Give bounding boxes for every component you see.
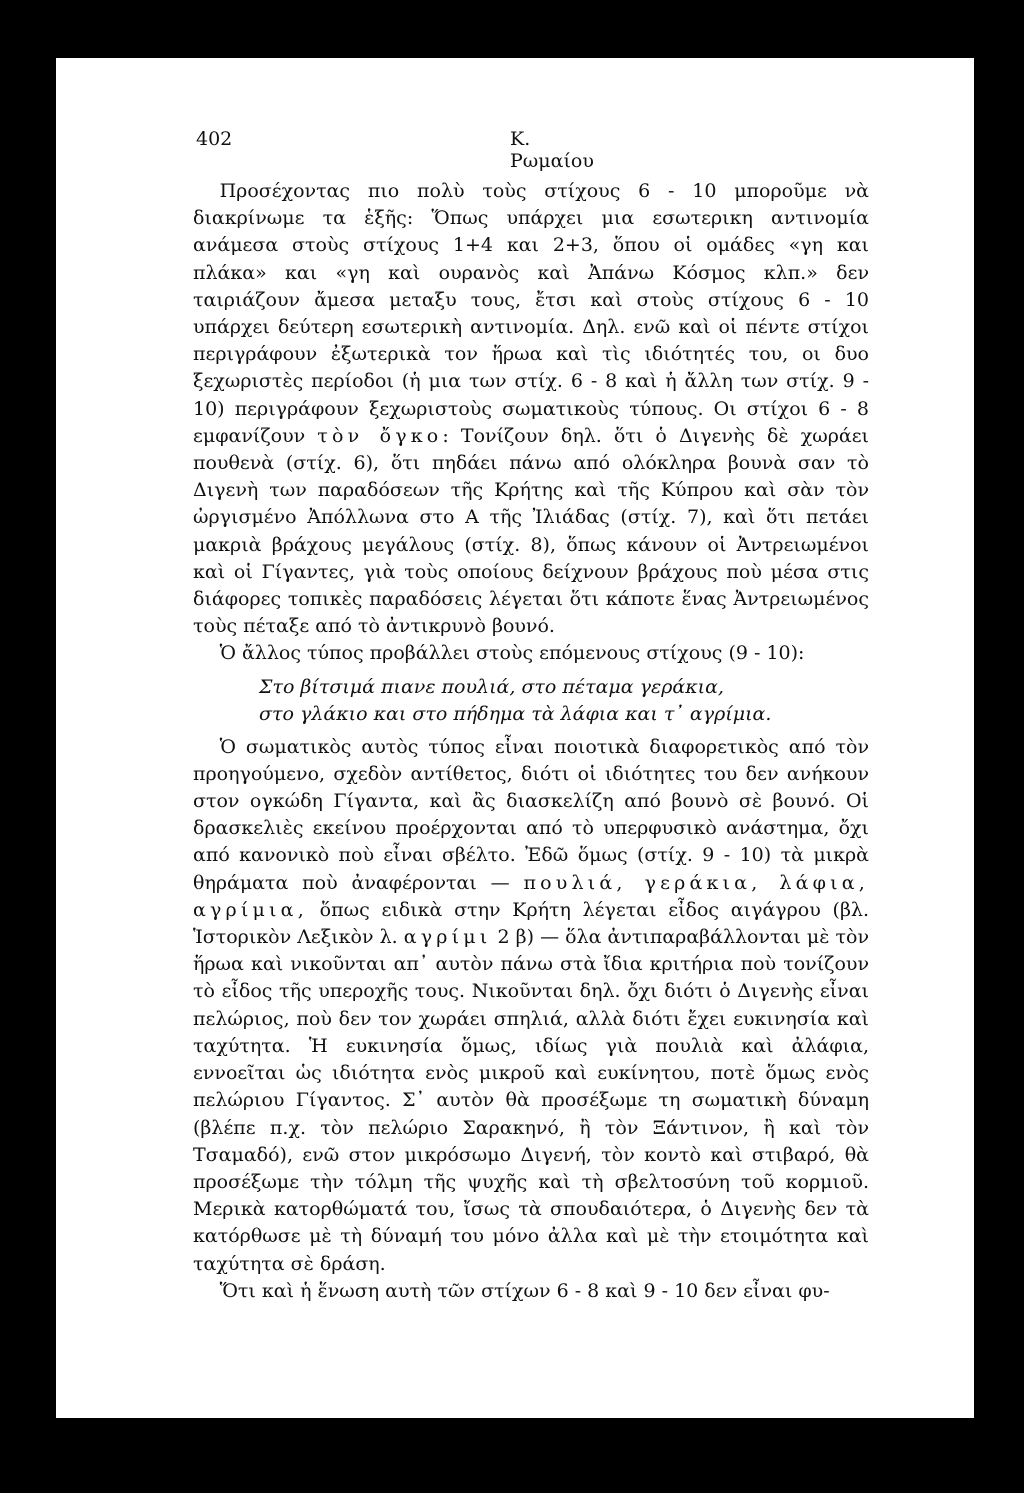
spaced-term-list: πουλιά, γεράκια, λάφια, αγρίμια, xyxy=(193,871,869,921)
spaced-term-onkos: τὸν ὄγκο xyxy=(317,424,443,447)
running-head: K. Ρωμαίου xyxy=(510,128,594,172)
page-number: 402 xyxy=(196,128,233,150)
paragraph-3-text-a: Ὁ σωματικὸς αυτὸς τύπος εἶναι ποιοτικὰ διαφορετικὸς από τὸν προηγούμενο, σχεδὸν αντίθετος, διότι οἱ ιδιότητες του δεν ανήκουν στον ογκώδη Γίγαντα, καὶ ἂς διασκελίζη από βουνὸ σὲ βουνό. Οἱ δρασκελιὲς εκείνου προέρχονται από τὸ υπερφυσικὸ ανάστημα, ὄχι από κανονικὸ ποὺ εἶναι σβέλτο. Ἐδῶ ὅμως (στίχ. 9 - 10) τὰ μικρὰ θηράματα ποὺ ἀναφέρονται — xyxy=(193,735,869,894)
paragraph-1 xyxy=(193,178,869,640)
verse-quote xyxy=(193,674,869,728)
paragraph-4-text: Ὅτι καὶ ἡ ἕνωση αυτὴ τῶν στίχων 6 - 8 καὶ 9 - 10 δεν εἶναι φυ- xyxy=(219,1279,830,1302)
paragraph-3 xyxy=(193,734,869,1278)
paragraph-4 xyxy=(193,1278,869,1305)
verse-line-2: στο γλάκιο και στο πήδημα τὰ λάφια και τ᾽ αγρίμια. xyxy=(259,702,772,725)
paragraph-2-text: Ὁ ἄλλος τύπος προβάλλει στοὺς επόμενους στίχους (9 - 10): xyxy=(219,642,805,665)
spaced-term-list-tail: ὅπως xyxy=(319,898,370,921)
page-header xyxy=(196,128,596,172)
page-body xyxy=(193,178,869,1305)
paragraph-2 xyxy=(193,640,869,667)
spaced-term-agrimi: αγρίμι xyxy=(403,926,492,949)
paragraph-3-text-b: ειδικὰ στην Κρήτη λέγεται εἶδος αιγάγρου (βλ. Ἱστορικὸν Λεξικὸν λ. xyxy=(193,898,870,949)
paragraph-1-text: Προσέχοντας πιο πολὺ τοὺς στίχους 6 - 10 μποροῦμε νὰ διακρίνωμε τα ἑξῆς: Ὅπως υπάρχει μια εσωτερικη αντινομία ανάμεσα στοὺς στίχους 1+4 και 2+3, ὅπου οἱ ομάδες «γη και πλάκα» και «γη καὶ ουρανὸς καὶ Ἀπάνω Κόσμος κλπ.» δεν ταιριάζουν ἄμεσα μεταξυ τους, ἔτσι καὶ στοὺς στίχους 6 - 10 υπάρχει δεύτερη εσωτερικὴ αντινομία. Δηλ. ενῶ καὶ οἱ πέντε στίχοι περιγράφουν ἐξωτερικὰ τον ἥρωα καὶ τὶς ιδιότητές του, οι δυο ξεχωριστὲς περίοδοι (ἡ μια των στίχ. 6 - 8 καὶ ἡ ἄλλη των στίχ. 9 - 10) περιγράφουν ξεχωριστοὺς σωματικοὺς τύπους. Οι στίχοι 6 - 8 εμφανίζουν τὸν ὄγκο: Τονίζουν δηλ. ὅτι ὁ Διγενὴς δὲ χωράει πουθενὰ (στίχ. 6), ὅτι πηδάει πάνω από ολόκληρα βουνὰ σαν τὸ Διγενὴ των παραδόσεων τῆς Κρήτης καὶ τῆς Κύπρου καὶ σὰν τὸν ὠργισμένο Ἀπόλλωνα στο Α τῆς Ἰλιάδας (στίχ. 7), καὶ ὅτι πετάει μακριὰ βράχους μεγάλους (στίχ. 8), ὅπως κάνουν οἱ Ἀντρειωμένοι καὶ οἱ Γίγαντες, γιὰ τοὺς οποίους δείχνουν βράχους ποὺ μέσα στις διάφορες τοπικὲς παραδόσεις λέγεται ὅτι κάποτε ἕνας Ἀντρειωμένος τοὺς πέταξε από τὸ ἀντικρυνὸ βουνό. xyxy=(193,180,870,638)
verse-line-1: Στο βίτσιμά πιανε πουλιά, στο πέταμα γεράκια, xyxy=(259,675,724,698)
paragraph-3-text-c: 2 β) — ὅλα ἀντιπαραβάλλονται μὲ τὸν ἥρωα καὶ νικοῦνται απ᾽ αυτὸν πάνω στὰ ἴδια κριτήρια ποὺ τονίζουν τὸ εἶδος τῆς υπεροχῆς τους. Νικοῦνται δηλ. ὄχι διότι ὁ Διγενὴς εἶναι πελώριος, ποὺ δεν τον χωράει σπηλιά, αλλὰ διότι ἔχει ευκινησία καὶ ταχύτητα. Ἡ ευκινησία ὅμως, ιδίως γιὰ πουλιὰ καὶ ἀλάφια, εννοεῖται ὡς ιδιότητα ενὸς μικροῦ καὶ ευκίνητου, ποτὲ ὅμως ενὸς πελώριου Γίγαντος. Σ᾽ αυτὸν θὰ προσέξωμε τη σωματικὴ δύναμη (βλέπε π.χ. τὸν πελώριο Σαρακηνό, ἢ τὸν Ξάντινον, ἢ καὶ τὸν Τσαμαδό), ενῶ στον μικρόσωμο Διγενή, τὸν κοντὸ καὶ στιβαρό, θὰ προσέξωμε τὴν τόλμη τῆς ψυχῆς καὶ τὴ σβελτοσύνη τοῦ κορμιοῦ. Μερικὰ κατορθώματά του, ἴσως τὰ σπουδαιότερα, ὁ Διγενὴς δεν τὰ κατόρθωσε μὲ τὴ δύναμή του μόνο ἀλλα καὶ μὲ τὴν ετοιμότητα καὶ ταχύτητα σὲ δράση. xyxy=(193,926,869,1275)
